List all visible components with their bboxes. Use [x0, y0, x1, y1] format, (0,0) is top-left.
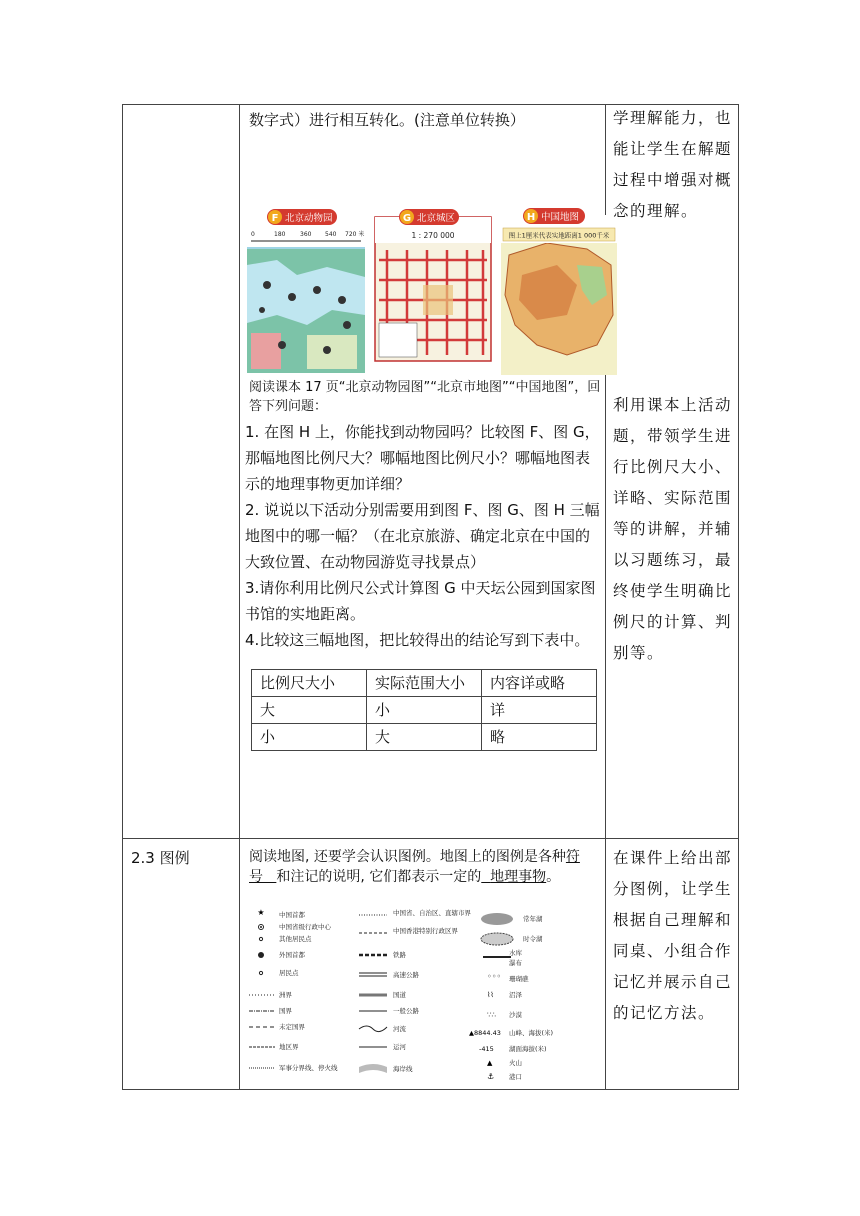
blank-geo: 地理事物 [490, 869, 547, 885]
legend-intro-c: 。 [546, 869, 561, 885]
blank-symbol: 符号 [249, 849, 580, 885]
row-divider [123, 838, 738, 839]
legend-label: 瀑布 [509, 959, 522, 967]
legend-value: ▲8844.43 [469, 1029, 501, 1037]
legend-label: 湖面海拔(米) [509, 1045, 547, 1053]
legend-intro-a: 阅读地图, 还要学会认识图例。地图上的图例是各种 [249, 849, 566, 865]
map-f-tick: 0 [251, 231, 255, 238]
table-cell: 详 [482, 697, 597, 724]
map-h-china [501, 208, 617, 375]
legend-label: 常年湖 [523, 915, 543, 923]
legend-label: 军事分界线、停火线 [279, 1064, 338, 1072]
question-2: 2. 说说以下活动分别需要用到图 F、图 G、图 H 三幅地图中的哪一幅？（在北京旅游、确定北京在中国的大致位置、在动物园游览寻找景点） [245, 501, 600, 571]
table-header: 比例尺大小 [252, 670, 367, 697]
table-header: 内容详或略 [482, 670, 597, 697]
right-note-legend: 在课件上给出部分图例，让学生根据自己理解和同桌、小组合作记忆并展示自己的记忆方法。 [613, 849, 733, 1022]
legend-label: 运河 [393, 1043, 406, 1051]
legend-label: 地区界 [279, 1043, 299, 1051]
table-cell: 小 [252, 724, 367, 751]
map-f-letter: F [271, 213, 279, 224]
legend-label: 洲界 [279, 991, 292, 999]
map-f-tick: 720 米 [345, 231, 365, 238]
map-f-tick: 540 [325, 231, 337, 238]
svg-text:⚓: ⚓ [487, 1072, 495, 1081]
legend-label: 高速公路 [393, 971, 419, 979]
map-g-scale: 1 : 270 000 [411, 231, 455, 240]
legend-label: 未定国界 [279, 1023, 305, 1031]
svg-text:★: ★ [257, 908, 265, 917]
svg-text:⌇⌇: ⌇⌇ [487, 991, 494, 999]
instruction-text: 阅读课本 17 页“北京动物园图”“北京市地图”“中国地图”，回答下列问题： [249, 380, 601, 414]
legend-label: 水库 [509, 949, 522, 957]
legend-label: 中国省、自治区、直辖市界 [393, 909, 471, 917]
table-header: 实际范围大小 [367, 670, 482, 697]
map-g-beijing-city [375, 209, 491, 361]
question-3: 3.请你利用比例尺公式计算图 G 中天坛公园到国家图书馆的实地距离。 [245, 579, 596, 623]
right-note-top: 学理解能力，也能让学生在解题过程中增强对概念的理解。 [613, 109, 733, 220]
map-h-letter: H [526, 212, 536, 223]
legend-label: 沙漠 [509, 1011, 522, 1019]
comparison-table [251, 669, 597, 751]
legend-label: 河流 [393, 1025, 406, 1033]
question-list [245, 419, 601, 653]
legend-label: 港口 [509, 1073, 522, 1081]
svg-text:∵∴: ∵∴ [487, 1011, 496, 1019]
map-h-scale: 图上1厘米代表实地距离1 000千米 [508, 231, 610, 240]
legend-value: -415 [479, 1045, 494, 1053]
legend-label: 海岸线 [393, 1065, 413, 1073]
table-cell: 小 [367, 697, 482, 724]
question-1: 1. 在图 H 上，你能找到动物园吗？比较图 F、图 G，那幅地图比例尺大？哪幅地图比例尺小？哪幅地图表示的地理事物更加详细？ [245, 423, 600, 493]
table-cell: 大 [367, 724, 482, 751]
legend-label: 居民点 [279, 969, 299, 977]
legend-intro-b: 和注记的说明, 它们都表示一定的 [276, 869, 482, 885]
table-row [252, 724, 597, 751]
right-note-bottom: 利用课本上活动题，带领学生进行比例尺大小、详略、实际范围等的讲解，并辅以习题练习，最终使学生明确比例尺的计算、判别等。 [613, 396, 733, 662]
legend-label: 沼泽 [509, 991, 522, 999]
legend-label: 其他居民点 [279, 935, 312, 943]
legend-label: 时令湖 [523, 935, 543, 943]
legend-label: 一般公路 [393, 1007, 419, 1015]
intro-line: 数字式）进行相互转化。(注意单位转换） [249, 111, 525, 129]
legend-label: 铁路 [393, 951, 406, 959]
map-g-letter: G [402, 213, 412, 224]
legend-label: 国道 [393, 991, 406, 999]
lesson-table [122, 104, 739, 1090]
map-legend-figure [247, 907, 607, 1085]
legend-label: 珊瑚礁 [509, 975, 529, 983]
svg-text:▲: ▲ [487, 1059, 493, 1067]
legend-label: 火山 [509, 1059, 522, 1067]
legend-label: 国界 [279, 1007, 292, 1015]
table-header-row [252, 670, 597, 697]
legend-intro [249, 847, 601, 887]
legend-label: 中国首都 [279, 911, 305, 919]
map-f-title: 北京动物园 [285, 213, 333, 224]
map-h-title: 中国地图 [541, 212, 580, 223]
legend-label: 山峰、海拔(米) [509, 1029, 554, 1037]
map-f-tick: 180 [274, 231, 286, 238]
table-cell: 略 [482, 724, 597, 751]
legend-label: 外国首都 [279, 951, 305, 959]
svg-text:◦◦◦: ◦◦◦ [487, 972, 502, 981]
map-f-beijing-zoo [247, 209, 365, 373]
map-figures [247, 205, 619, 375]
map-f-tick: 360 [300, 231, 312, 238]
map-g-title: 北京城区 [417, 213, 456, 224]
table-cell: 大 [252, 697, 367, 724]
question-4: 4.比较这三幅地图，把比较得出的结论写到下表中。 [245, 631, 590, 649]
col-divider-1 [239, 105, 240, 1089]
legend-label: 中国省级行政中心 [279, 923, 331, 931]
section-label: 2.3 图例 [131, 849, 190, 867]
legend-label: 中国香港特别行政区界 [393, 927, 458, 935]
table-row [252, 697, 597, 724]
